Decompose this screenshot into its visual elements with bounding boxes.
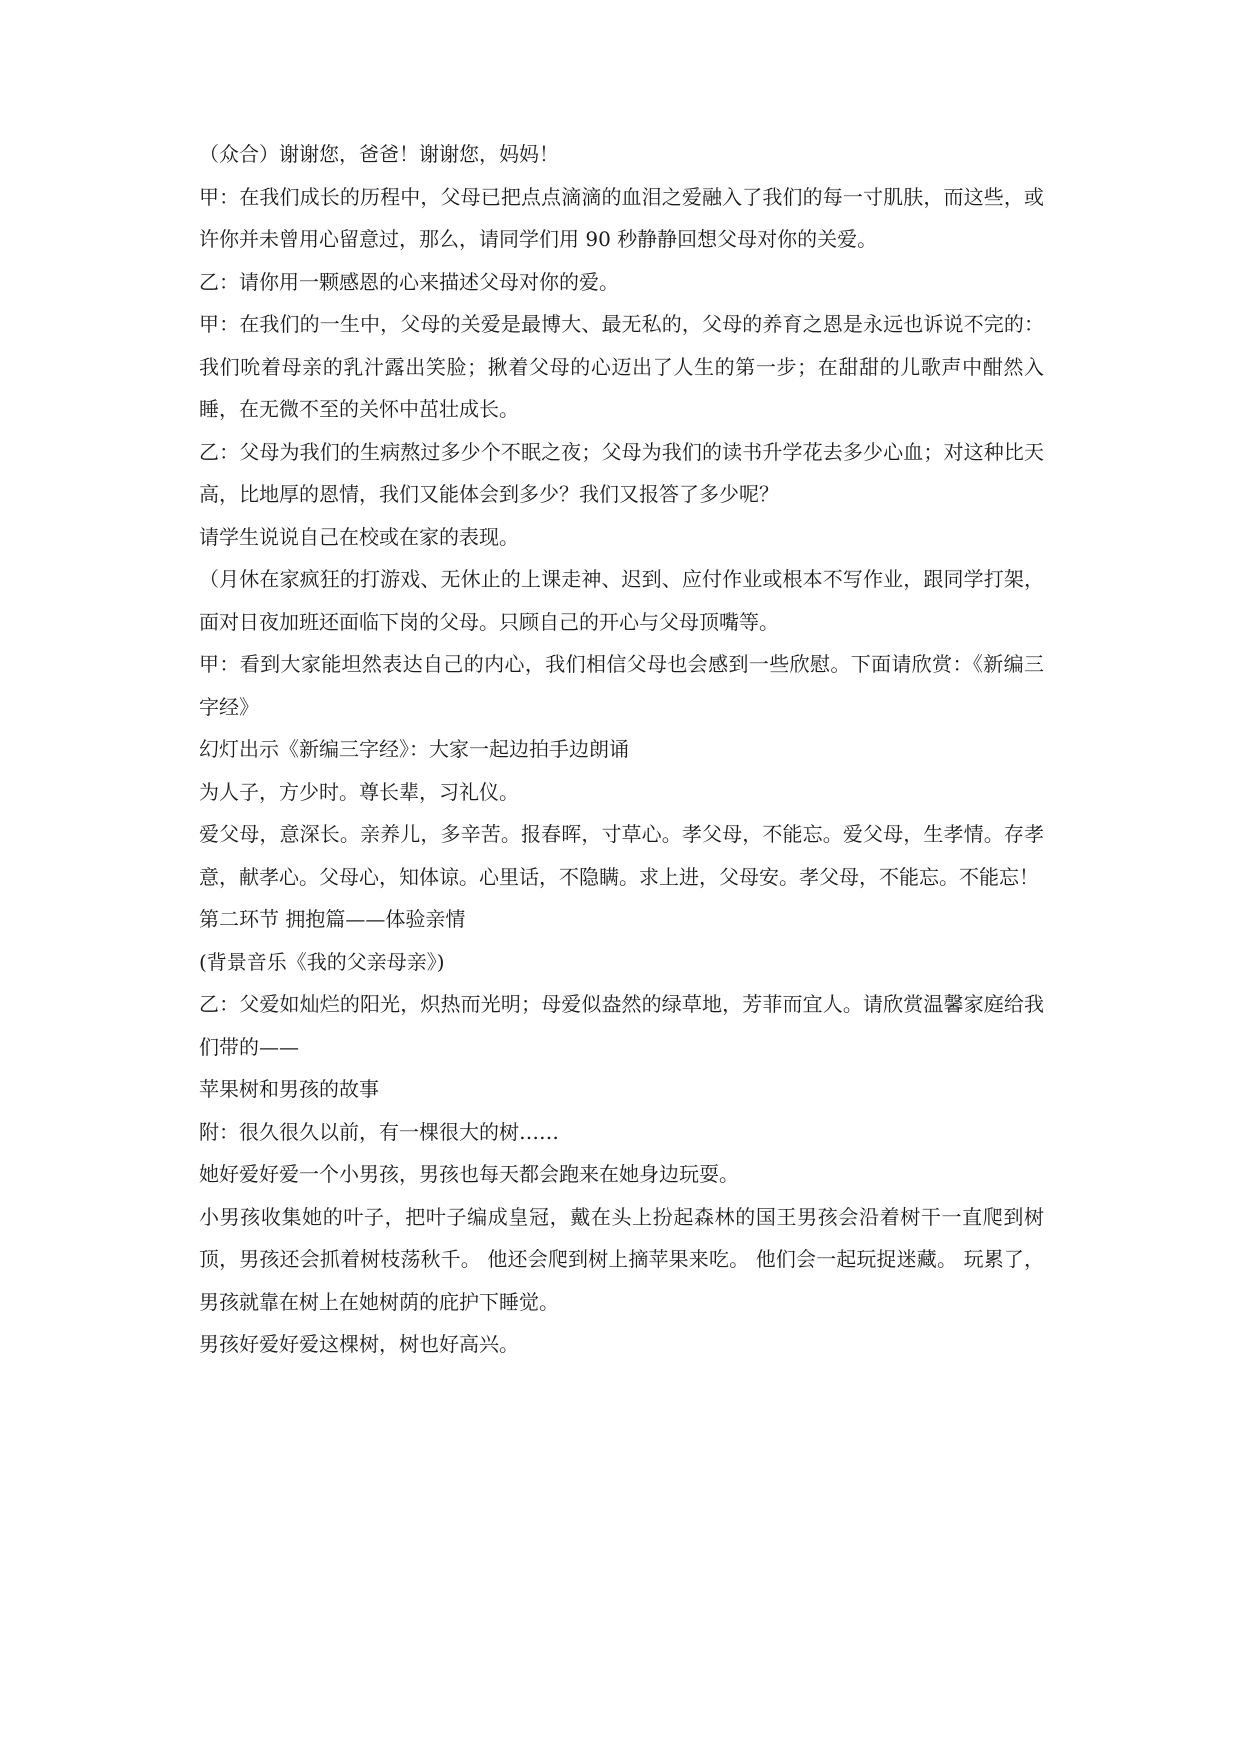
paragraph: 乙：父母为我们的生病熬过多少个不眠之夜；父母为我们的读书升学花去多少心血；对这种比天高，比地厚的恩情，我们又能体会到多少？我们又报答了多少呢？ [199,439,1044,506]
paragraph: 附：很久很久以前，有一棵很大的树…… [199,1119,559,1144]
paragraph: 甲：在我们的一生中，父母的关爱是最博大、最无私的，父母的养育之恩是永远也诉说不完的：我们吮着母亲的乳汁露出笑脸；揪着父母的心迈出了人生的第一步；在甜甜的儿歌声中酣然入睡，在无微不至的关怀中茁壮成长。 [199,312,1044,421]
paragraph: 乙：父爱如灿烂的阳光，炽热而光明；母爱似盎然的绿草地，芳菲而宜人。请欣赏温馨家庭给我们带的—— [199,992,1044,1059]
paragraph: 男孩好爱好爱这棵树，树也好高兴。 [199,1332,519,1356]
story-title: 苹果树和男孩的故事 [199,1077,379,1101]
paragraph: 她好爱好爱一个小男孩，男孩也每天都会跑来在她身边玩耍。 [199,1162,739,1186]
document-body [199,133,1044,1366]
paragraph: （众合）谢谢您，爸爸！谢谢您，妈妈！ [199,142,559,166]
paragraph: 幻灯出示《新编三字经》：大家一起边拍手边朗诵 [199,737,629,761]
paragraph: 请学生说说自己在校或在家的表现。 [199,524,519,549]
section-heading: 第二环节 拥抱篇——体验亲情 [199,907,466,931]
paragraph: （月休在家疯狂的打游戏、无休止的上课走神、迟到、应付作业或根本不写作业，跟同学打架，面对日夜加班还面临下岗的父母。只顾自己的开心与父母顶嘴等。 [199,567,1044,634]
paragraph: 乙：请你用一颗感恩的心来描述父母对你的爱。 [199,269,619,294]
paragraph: (背景音乐《我的父亲母亲》) [199,949,445,974]
paragraph: 甲：在我们成长的历程中，父母已把点点滴滴的血泪之爱融入了我们的每一寸肌肤，而这些，或许你并未曾用心留意过，那么，请同学们用 90 秒静静回想父母对你的关爱。 [199,184,1044,251]
paragraph: 甲：看到大家能坦然表达自己的内心，我们相信父母也会感到一些欣慰。下面请欣赏：《新编三字经》 [199,652,1044,719]
paragraph: 爱父母，意深长。亲养儿，多辛苦。报春晖，寸草心。孝父母，不能忘。爱父母，生孝情。存孝意，献孝心。父母心，知体谅。心里话，不隐瞒。求上进，父母安。孝父母，不能忘。不能忘！ [199,822,1044,889]
paragraph: 小男孩收集她的叶子，把叶子编成皇冠，戴在头上扮起森林的国王男孩会沿着树干一直爬到树顶，男孩还会抓着树枝荡秋千。 他还会爬到树上摘苹果来吃。 他们会一起玩捉迷藏。 玩累了，男孩就靠在树上在她树荫的庇护下睡觉。 [199,1204,1044,1314]
paragraph: 为人子，方少时。尊长辈，习礼仪。 [199,779,519,804]
